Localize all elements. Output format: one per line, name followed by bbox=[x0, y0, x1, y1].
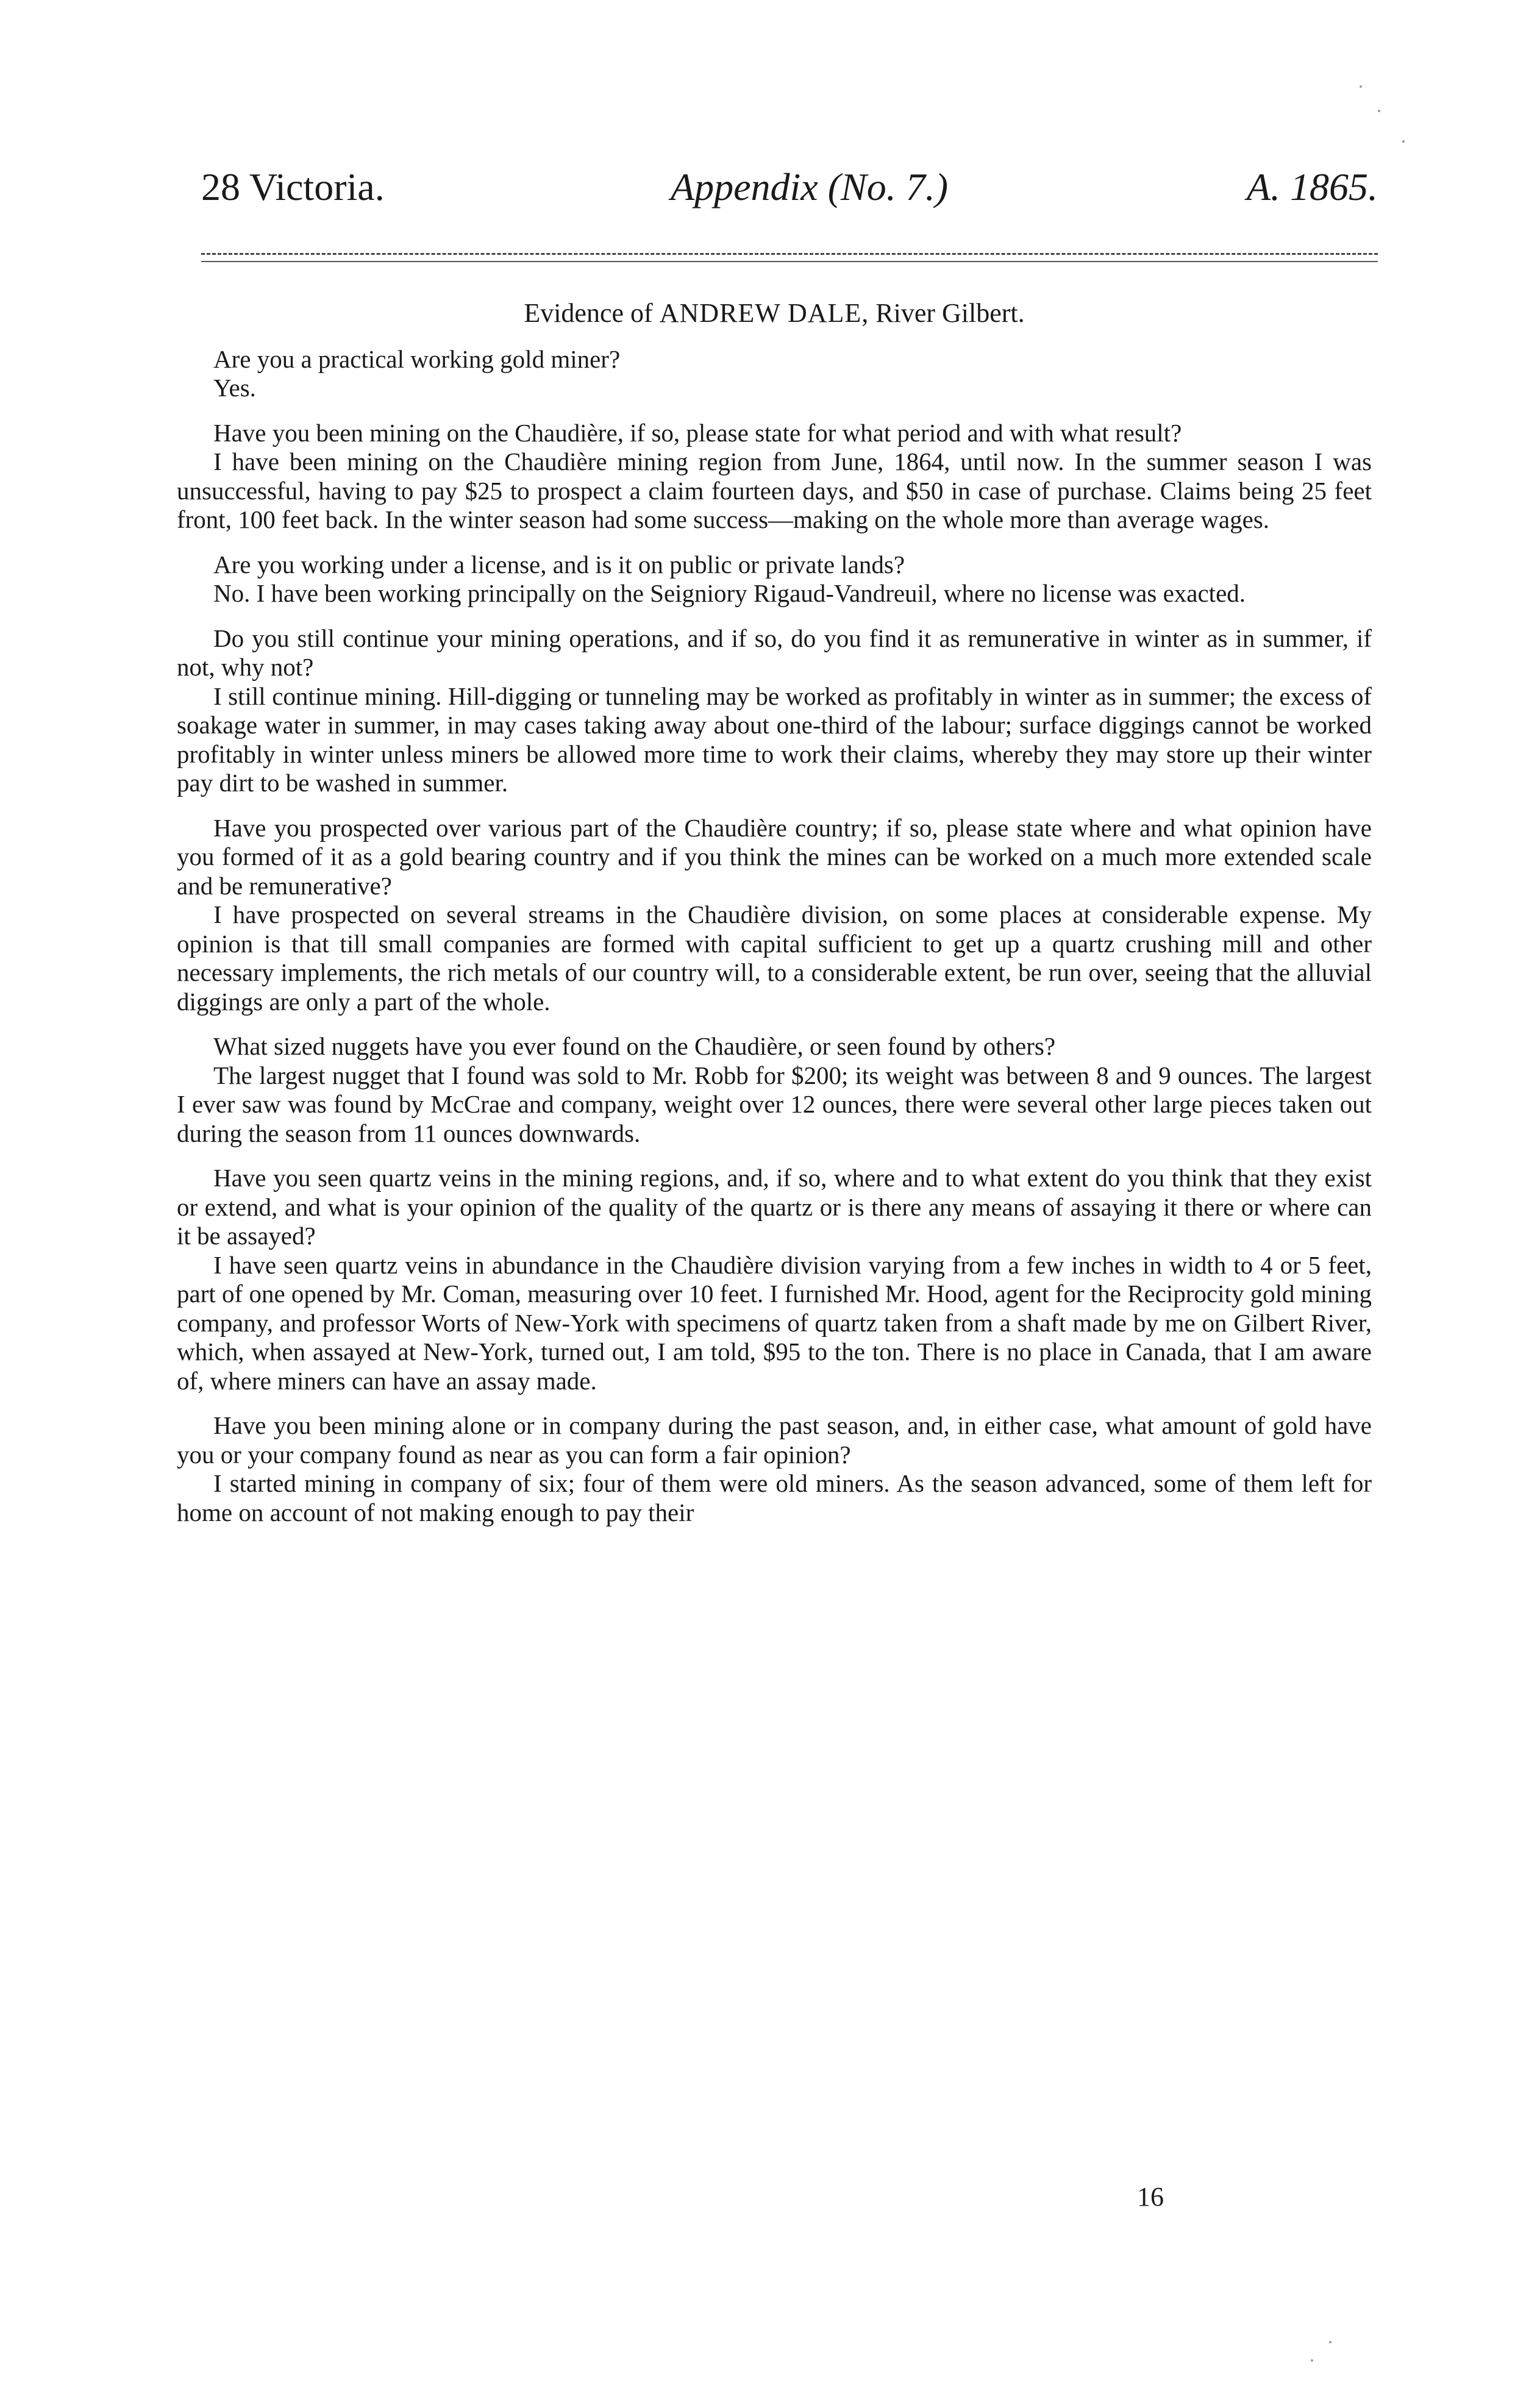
answer-8: I started mining in company of six; four of them were old miners. As the season advanced, some of them left for home on account of not making enough to pay their bbox=[177, 1469, 1372, 1526]
header-appendix: Appendix (No. 7.) bbox=[671, 165, 948, 208]
page-number: 16 bbox=[1137, 2182, 1164, 2212]
print-speck bbox=[1402, 140, 1405, 143]
witness-name: ANDREW DALE, bbox=[659, 298, 869, 328]
answer-2: I have been mining on the Chaudière mining region from June, 1864, until now. In the summer season I was unsuccessful, having to pay $25 to prospect a claim fourteen days, and $50 in case of purchase. Claims being 25 feet front, 100 feet back. In the winter season had some success—making on the whole more than average wages. bbox=[177, 447, 1372, 533]
answer-1: Yes. bbox=[213, 374, 256, 402]
question-3: Are you working under a license, and is it on public or private lands? bbox=[213, 550, 905, 579]
print-speck bbox=[1360, 85, 1362, 88]
answer-4: I still continue mining. Hill-digging or tunneling may be worked as profitably in winter as in summer; the excess of soakage water in summer, in may cases taking away about one-third of the labour; surface diggings cannot be worked profitably in winter unless miners be allowed more time to work their claims, whereby they may store up their winter pay dirt to be washed in summer. bbox=[177, 682, 1372, 797]
title-prefix: Evidence of bbox=[524, 298, 660, 328]
answer-7: I have seen quartz veins in abundance in the Chaudière division varying from a few inches in width to 4 or 5 feet, part of one opened by Mr. Coman, measuring over 10 feet. I furnished Mr. Hood, agent for the Reciprocity gold mining company, and professor Worts of New-York with specimens of quartz taken from a shaft made by me on Gilbert River, which, when assayed at New-York, turned out, I am told, $95 to the ton. There is no place in Canada, that I am aware of, where miners can have an assay made. bbox=[177, 1250, 1372, 1395]
answer-3: No. I have been working principally on the Seigniory Rigaud-Vandreuil, where no license was exacted. bbox=[213, 579, 1246, 607]
question-7: Have you seen quartz veins in the mining regions, and, if so, where and to what extent do you think that they exist or extend, and what is your opinion of the quality of the quartz or is there any means of assaying it there or where can it be assayed? bbox=[177, 1164, 1372, 1250]
question-1: Are you a practical working gold miner? bbox=[213, 344, 621, 373]
question-6: What sized nuggets have you ever found on the Chaudière, or seen found by others? bbox=[213, 1032, 1056, 1060]
answer-5: I have prospected on several streams in the Chaudière division, on some places at considerable expense. My opinion is that till small companies are formed with capital sufficient to get up a quartz crushing mill and other necessary implements, the rich metals of our country will, to a considerable extent, be run over, seeing that the alluvial diggings are only a part of the whole. bbox=[177, 900, 1372, 1016]
title-suffix: River Gilbert. bbox=[869, 298, 1025, 328]
print-speck bbox=[1378, 110, 1380, 112]
header-year: A. 1865. bbox=[1246, 165, 1378, 208]
question-4: Do you still continue your mining operations, and if so, do you find it as remunerative in winter as in summer, if not, why not? bbox=[177, 624, 1372, 681]
question-2: Have you been mining on the Chaudière, if so, please state for what period and with what result? bbox=[213, 418, 1182, 447]
question-8: Have you been mining alone or in company during the past season, and, in either case, what amount of gold have you or your company found as near as you can form a fair opinion? bbox=[177, 1411, 1372, 1469]
running-header bbox=[201, 165, 1378, 219]
header-session: 28 Victoria. bbox=[201, 165, 385, 208]
print-speck bbox=[1311, 2359, 1313, 2362]
document-body bbox=[177, 299, 1372, 1527]
evidence-title bbox=[177, 299, 1372, 328]
question-5: Have you prospected over various part of the Chaudière country; if so, please state where and what opinion have you formed of it as a gold bearing country and if you think the mines can be worked on a much more extended scale and be remunerative? bbox=[177, 813, 1372, 900]
print-speck bbox=[1329, 2341, 1331, 2343]
answer-6: The largest nugget that I found was sold to Mr. Robb for $200; its weight was between 8 and 9 ounces. The largest I ever saw was found by McCrae and company, weight over 12 ounces, there were several other large pieces taken out during the season from 11 ounces downwards. bbox=[177, 1061, 1372, 1147]
header-rule-top bbox=[201, 253, 1378, 255]
header-rule-bottom bbox=[201, 261, 1378, 262]
